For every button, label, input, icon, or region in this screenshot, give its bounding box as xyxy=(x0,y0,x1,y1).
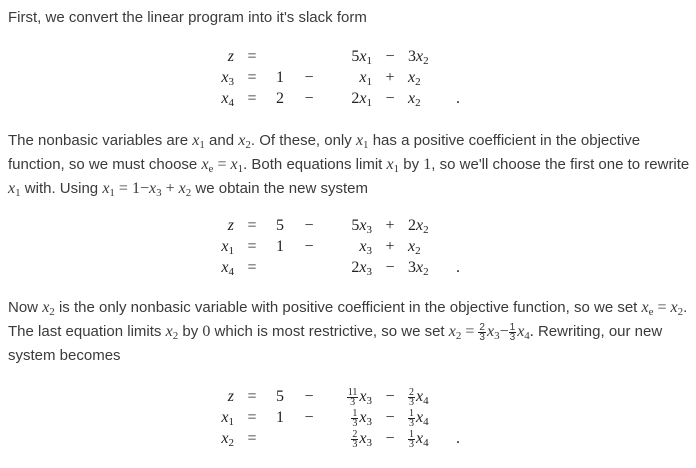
equation-cell: = xyxy=(247,90,257,107)
fraction-numerator: 2 xyxy=(479,321,485,333)
coefficient: 3 xyxy=(408,259,416,276)
equation-row xyxy=(200,46,468,67)
math-operator: 0 xyxy=(202,323,211,340)
text: . Of these, only xyxy=(250,132,356,149)
equation-cell xyxy=(270,428,290,449)
subscript: 3 xyxy=(494,330,500,342)
equation-cell xyxy=(328,215,372,236)
math-term xyxy=(408,48,429,65)
equation-cell: + xyxy=(385,238,395,255)
subscript: 4 xyxy=(423,395,429,407)
variable: $x_2$ xyxy=(221,430,234,449)
variable: $x_3$ xyxy=(359,388,372,407)
text: First, we convert the linear program into it's slack form xyxy=(8,9,367,26)
math-term xyxy=(192,132,205,149)
math-term xyxy=(221,259,234,276)
equation-cell: = xyxy=(247,217,257,234)
math-term xyxy=(408,90,421,107)
equation-table xyxy=(200,46,468,109)
fraction-numerator: 2 xyxy=(352,428,358,440)
variable: $x_2$ xyxy=(416,217,429,236)
text: . Both equations limit xyxy=(243,156,387,173)
subscript: 3 xyxy=(228,76,234,88)
equation-cell xyxy=(328,67,372,88)
math-term xyxy=(356,132,369,149)
equation-row xyxy=(200,88,468,109)
math-term xyxy=(351,407,372,429)
equation-cell xyxy=(290,428,328,449)
equation-cell xyxy=(200,407,234,428)
text: which is most restrictive, so we set xyxy=(210,323,449,340)
variable: $x_1$ xyxy=(230,156,244,175)
coefficient: 5 xyxy=(351,48,360,65)
variable: $x_3$ xyxy=(221,69,234,88)
equation-cell xyxy=(408,215,448,236)
subscript: 2 xyxy=(677,306,684,318)
subscript: 3 xyxy=(156,187,162,199)
math-term xyxy=(201,156,213,173)
fraction xyxy=(408,388,415,407)
math-term xyxy=(517,323,530,340)
subscript: e xyxy=(648,306,654,318)
math-operator: 1 xyxy=(423,156,432,173)
equation-cell: + xyxy=(385,69,395,86)
equation-cell: . xyxy=(456,90,460,107)
equation-cell: = xyxy=(247,48,257,65)
variable: $x_4$ xyxy=(416,430,429,449)
variable: z xyxy=(227,48,234,65)
subscript: 2 xyxy=(423,266,429,278)
variable: $x_1$ xyxy=(355,132,369,151)
subscript: 2 xyxy=(245,139,251,151)
variable: $x_3$ xyxy=(359,217,372,236)
variable: $x_1$ xyxy=(359,69,372,88)
variable: $x_1$ xyxy=(221,238,234,257)
equation-cell xyxy=(408,67,448,88)
equation-cell xyxy=(408,46,448,67)
text: The nonbasic variables are xyxy=(8,132,193,149)
subscript: 2 xyxy=(415,97,421,109)
equation-cell: − xyxy=(385,409,395,426)
variable: $x_e$ xyxy=(201,156,214,175)
variable: $x_2$ xyxy=(178,180,192,199)
subscript: 4 xyxy=(423,437,429,449)
subscript: 3 xyxy=(366,266,372,278)
math-term xyxy=(351,48,372,65)
equation-row xyxy=(200,236,468,257)
subscript: 4 xyxy=(423,416,429,428)
math-term xyxy=(221,238,234,255)
text: has a positive coefficient in the objective function, so we must choose xyxy=(8,132,641,173)
subscript: 1 xyxy=(363,139,369,151)
equation-cell: − xyxy=(304,238,314,255)
equation-cell xyxy=(408,257,448,278)
text: and xyxy=(204,132,239,149)
subscript: 1 xyxy=(199,139,205,151)
fraction-denominator: 3 xyxy=(350,396,356,408)
math-term xyxy=(408,428,429,450)
fraction-denominator: 3 xyxy=(409,438,414,450)
equation-row xyxy=(200,257,468,278)
subscript: 1 xyxy=(15,187,21,199)
variable: $x_2$ xyxy=(416,48,429,67)
math-operator: = xyxy=(461,323,479,340)
subscript: 4 xyxy=(228,266,234,278)
math-operator: = xyxy=(213,156,231,173)
fraction-denominator: 3 xyxy=(479,331,485,343)
subscript: 1 xyxy=(237,163,244,175)
equation-cell xyxy=(328,407,372,428)
equation-cell: 5 xyxy=(276,388,284,405)
fraction-numerator: 1 xyxy=(352,407,358,419)
equation-table xyxy=(200,215,468,278)
equation-row xyxy=(200,215,468,236)
subscript: 1 xyxy=(366,76,372,88)
variable: $x_2$ xyxy=(165,323,179,342)
math-term xyxy=(102,180,115,197)
equation-cell xyxy=(408,88,448,109)
equation-cell: = xyxy=(247,430,257,447)
equation-cell xyxy=(200,215,234,236)
fraction-denominator: 3 xyxy=(509,331,516,343)
equation-cell xyxy=(270,46,290,67)
equation-cell xyxy=(448,236,468,257)
subscript: 2 xyxy=(228,437,234,449)
text: by xyxy=(399,156,424,173)
subscript: 2 xyxy=(49,306,55,318)
equation-cell: . xyxy=(456,430,460,447)
variable: $x_3$ xyxy=(359,259,372,278)
subscript: 2 xyxy=(415,76,421,88)
text: Rewriting, our new system becomes xyxy=(8,323,663,364)
fraction-numerator: 1 xyxy=(509,321,516,333)
math-term xyxy=(351,259,372,276)
text: is the only nonbasic variable with positive coefficient in the objective function, so we set xyxy=(54,299,642,316)
equation-cell: − xyxy=(385,90,395,107)
coefficient: 2 xyxy=(351,90,360,107)
coefficient: 2 xyxy=(351,259,360,276)
subscript: 4 xyxy=(524,330,530,342)
equation-cell xyxy=(270,257,290,278)
math-term xyxy=(228,217,234,234)
variable: $x_e$ xyxy=(641,299,654,318)
equation-row xyxy=(200,407,468,428)
equation-table xyxy=(200,386,468,449)
subscript: 2 xyxy=(423,55,429,67)
coefficient: 5 xyxy=(351,217,360,234)
equation-cell xyxy=(200,46,234,67)
math-term xyxy=(230,156,243,173)
subscript: 1 xyxy=(366,55,372,67)
equation-cell xyxy=(328,236,372,257)
fraction xyxy=(408,430,415,449)
equation-cell xyxy=(328,88,372,109)
equation-cell: 1 xyxy=(276,238,284,255)
math-term xyxy=(238,132,251,149)
equation-cell xyxy=(448,67,468,88)
math-term xyxy=(449,323,462,340)
equation-cell: − xyxy=(304,388,314,405)
equation-cell xyxy=(200,236,234,257)
variable: z xyxy=(227,388,234,405)
text: . The last equation limits xyxy=(8,299,688,340)
text: with. Using xyxy=(20,180,103,197)
math-term xyxy=(166,323,179,340)
paragraph-intro xyxy=(8,6,692,30)
subscript: 1 xyxy=(228,416,234,428)
variable: $x_4$ xyxy=(517,323,530,342)
math-term xyxy=(351,217,372,234)
math-term xyxy=(671,299,684,316)
fraction-numerator: 1 xyxy=(409,407,414,419)
variable: $x_2$ xyxy=(408,90,421,109)
subscript: 2 xyxy=(423,224,429,236)
math-term xyxy=(408,407,429,429)
variable: $x_2$ xyxy=(670,299,684,318)
subscript: e xyxy=(208,163,214,175)
fraction-denominator: 3 xyxy=(352,438,358,450)
subscript: 1 xyxy=(366,97,372,109)
equation-cell xyxy=(448,386,468,407)
equation-cell xyxy=(200,428,234,449)
math-term xyxy=(408,386,429,408)
math-term xyxy=(42,299,55,316)
fraction xyxy=(509,323,517,342)
equation-system-1 xyxy=(200,46,468,109)
math-term xyxy=(387,156,400,173)
subscript: 2 xyxy=(415,245,421,257)
equation-cell: − xyxy=(385,388,395,405)
math-operator: . xyxy=(529,323,534,340)
equation-cell xyxy=(200,67,234,88)
math-operator: = xyxy=(653,299,671,316)
variable: $x_1$ xyxy=(386,156,400,175)
equation-cell xyxy=(448,46,468,67)
subscript: 3 xyxy=(366,416,372,428)
variable: $x_2$ xyxy=(416,259,429,278)
math-term xyxy=(228,48,234,65)
variable: $x_4$ xyxy=(221,90,234,109)
math-term xyxy=(228,388,234,405)
subscript: 1 xyxy=(109,187,115,199)
fraction xyxy=(351,409,358,428)
equation-cell: − xyxy=(385,48,395,65)
equation-row xyxy=(200,428,468,449)
math-term xyxy=(408,217,429,234)
equation-cell xyxy=(328,46,372,67)
subscript: 2 xyxy=(455,330,462,342)
variable: $x_2$ xyxy=(42,299,55,318)
equation-cell xyxy=(200,386,234,407)
fraction-denominator: 3 xyxy=(352,417,358,429)
subscript: 4 xyxy=(228,97,234,109)
equation-cell: − xyxy=(304,409,314,426)
math-term xyxy=(408,69,421,86)
math-term xyxy=(8,180,21,197)
fraction-numerator: 11 xyxy=(347,386,358,398)
equation-cell xyxy=(448,215,468,236)
equation-system-3 xyxy=(200,386,468,449)
equation-cell: + xyxy=(385,217,395,234)
equation-cell: − xyxy=(304,217,314,234)
paragraph-second-pivot xyxy=(8,296,692,368)
fraction-denominator: 3 xyxy=(409,417,414,429)
equation-cell xyxy=(408,236,448,257)
equation-cell xyxy=(200,88,234,109)
variable: $x_2$ xyxy=(448,323,462,342)
subscript: 2 xyxy=(172,330,179,342)
equation-cell: − xyxy=(304,90,314,107)
math-term xyxy=(347,386,372,408)
subscript: 1 xyxy=(393,163,400,175)
math-term xyxy=(221,90,234,107)
equation-cell xyxy=(408,386,448,407)
equation-cell: − xyxy=(385,259,395,276)
equation-cell xyxy=(328,257,372,278)
equation-cell: − xyxy=(385,430,395,447)
equation-row xyxy=(200,67,468,88)
equation-cell xyxy=(408,407,448,428)
variable: $x_1$ xyxy=(102,180,115,199)
math-operator: = 1− xyxy=(114,180,149,197)
math-term xyxy=(408,238,421,255)
math-term xyxy=(487,323,500,340)
variable: $x_4$ xyxy=(221,259,234,278)
equation-system-2 xyxy=(200,215,468,278)
variable: z xyxy=(227,217,234,234)
text: by xyxy=(178,323,203,340)
fraction xyxy=(478,323,486,342)
subscript: 3 xyxy=(366,437,372,449)
equation-cell xyxy=(448,407,468,428)
math-term xyxy=(221,69,234,86)
fraction xyxy=(408,409,415,428)
variable: $x_1$ xyxy=(192,132,205,151)
equation-cell xyxy=(200,257,234,278)
math-term xyxy=(642,299,654,316)
text: Now xyxy=(8,299,43,316)
math-term xyxy=(408,259,429,276)
equation-cell: = xyxy=(247,259,257,276)
variable: $x_1$ xyxy=(8,180,21,199)
math-term xyxy=(351,428,372,450)
math-term xyxy=(221,430,234,447)
equation-cell: 1 xyxy=(276,409,284,426)
equation-cell: 5 xyxy=(276,217,284,234)
variable: $x_4$ xyxy=(416,409,429,428)
fraction-numerator: 1 xyxy=(409,428,414,440)
math-term xyxy=(221,409,234,426)
text: , so we'll choose the first one to rewrite xyxy=(431,156,690,173)
equation-cell xyxy=(328,428,372,449)
math-term xyxy=(149,180,162,197)
variable: $x_2$ xyxy=(408,238,421,257)
variable: $x_2$ xyxy=(408,69,421,88)
equation-cell: − xyxy=(304,69,314,86)
math-operator: − xyxy=(499,323,509,340)
variable: $x_1$ xyxy=(359,48,372,67)
math-term xyxy=(359,69,372,86)
fraction-denominator: 3 xyxy=(409,396,414,408)
fraction xyxy=(347,388,359,407)
equation-cell: . xyxy=(456,259,460,276)
math-operator: + xyxy=(161,180,179,197)
variable: $x_1$ xyxy=(359,90,372,109)
subscript: 3 xyxy=(366,224,372,236)
equation-cell xyxy=(328,386,372,407)
coefficient: 2 xyxy=(408,217,416,234)
subscript: 3 xyxy=(366,395,372,407)
equation-cell: 1 xyxy=(276,69,284,86)
math-term xyxy=(179,180,192,197)
subscript: 2 xyxy=(185,187,192,199)
coefficient: 3 xyxy=(408,48,416,65)
subscript: 1 xyxy=(228,245,234,257)
equation-cell: = xyxy=(247,69,257,86)
variable: $x_4$ xyxy=(416,388,429,407)
math-term xyxy=(359,238,372,255)
text: we obtain the new system xyxy=(191,180,368,197)
equation-cell xyxy=(290,257,328,278)
variable: $x_1$ xyxy=(221,409,234,428)
variable: $x_3$ xyxy=(486,323,500,342)
variable: $x_3$ xyxy=(359,430,372,449)
variable: $x_2$ xyxy=(238,132,251,151)
equation-row xyxy=(200,386,468,407)
equation-cell xyxy=(290,46,328,67)
equation-cell xyxy=(408,428,448,449)
equation-cell: = xyxy=(247,388,257,405)
equation-cell: = xyxy=(247,238,257,255)
subscript: 3 xyxy=(366,245,372,257)
variable: $x_3$ xyxy=(148,180,162,199)
math-term xyxy=(351,90,372,107)
equation-cell: 2 xyxy=(276,90,284,107)
fraction xyxy=(351,430,358,449)
paragraph-first-pivot xyxy=(8,129,692,201)
fraction-numerator: 2 xyxy=(409,386,414,398)
equation-cell: = xyxy=(247,409,257,426)
variable: $x_3$ xyxy=(359,238,372,257)
variable: $x_3$ xyxy=(359,409,372,428)
